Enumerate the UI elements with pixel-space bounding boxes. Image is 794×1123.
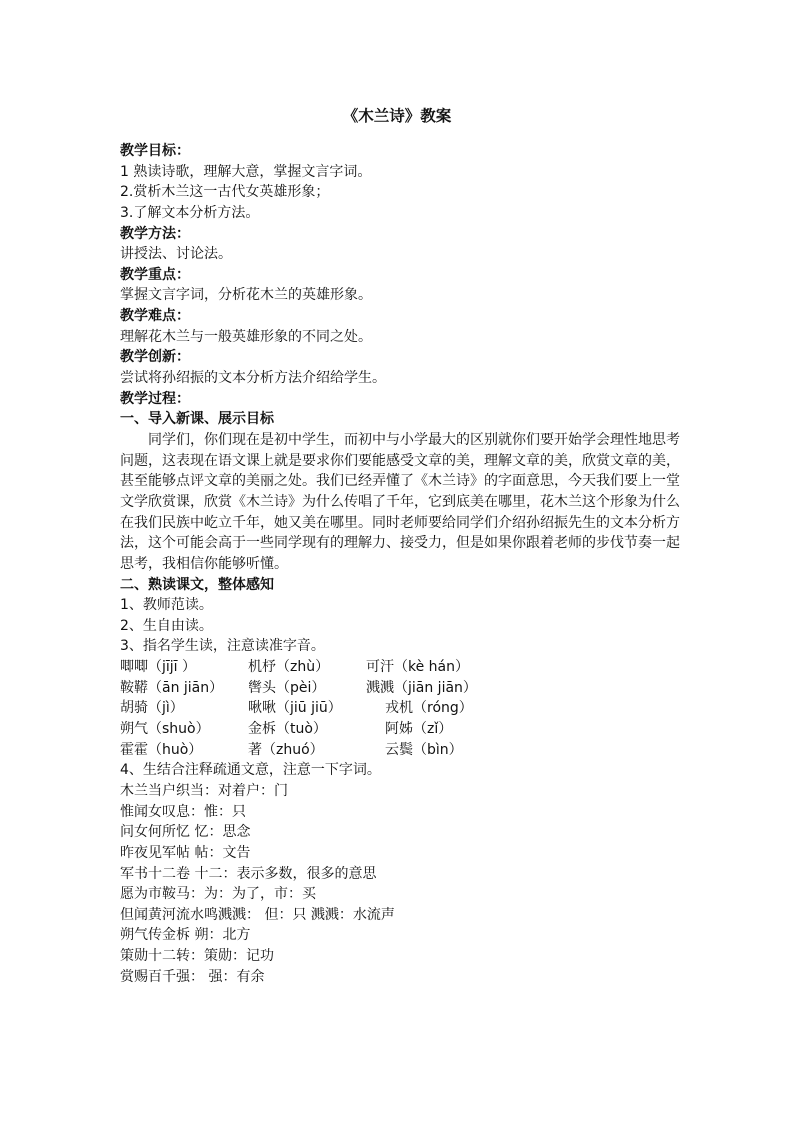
step-item: 1、教师范读。 [120,597,213,614]
pronunciation-row [120,678,680,699]
pronunciation-row [120,740,680,761]
note-line: 问女何所忆 忆：思念 [120,824,251,841]
innovation-text: 尝试将孙绍振的文本分析方法介绍给学生。 [120,370,386,387]
pronunciation-cell: 唧唧（jījī ） [120,659,197,676]
pronunciation-row [120,698,680,719]
vocabulary-notes [120,781,680,987]
pronunciation-cell: 霍霍（huò） [120,741,203,758]
pronunciation-cell: 鞍鞯（ān jiān） [120,679,224,696]
step-item: 3、指名学生读，注意读准字音。 [120,638,325,655]
key-points-text: 掌握文言字词，分析花木兰的英雄形象。 [120,287,372,304]
pronunciation-cell: 啾啾（jiū jiū） [248,700,342,717]
step-item: 4、生结合注释疏通文意，注意一下字词。 [120,762,381,779]
part2-heading: 二、熟读课文，整体感知 [120,576,274,593]
pronunciation-cell: 阿姊（zǐ） [385,721,453,738]
pronunciation-cell: 胡骑（jì） [120,700,184,717]
pronunciation-cell: 著（zhuó） [248,741,324,758]
page-title: 《木兰诗》教案 [342,107,452,125]
pronunciation-row [120,657,680,678]
note-line: 军书十二卷 十二：表示多数，很多的意思 [120,865,377,882]
pronunciation-row [120,719,680,740]
note-line: 木兰当户织当：对着户：门 [120,782,288,799]
innovation-heading: 教学创新： [120,349,190,366]
note-line: 策勋十二转：策勋：记功 [120,948,274,965]
pronunciation-cell: 溅溅（jiān jiān） [366,679,477,696]
pronunciation-cell: 可汗（kè hán） [366,659,469,676]
method-text: 讲授法、讨论法。 [120,246,232,263]
process-heading: 教学过程： [120,390,190,407]
step-item: 2、生自由读。 [120,617,213,634]
difficulty-heading: 教学难点： [120,308,190,325]
difficulty-text: 理解花木兰与一般英雄形象的不同之处。 [120,328,372,345]
note-line: 但闻黄河流水鸣溅溅： 但：只 溅溅：水流声 [120,906,395,923]
pronunciation-cell: 朔气（shuò） [120,721,210,738]
goal-heading: 教学目标： [120,143,190,159]
pronunciation-table [120,657,680,760]
part1-heading: 一、导入新课、展示目标 [120,411,274,428]
note-line: 昨夜见军帖 帖：文告 [120,844,251,861]
note-line: 惟闻女叹息：惟：只 [120,803,246,820]
note-line: 赏赐百千强： 强：有余 [120,968,265,985]
pronunciation-cell: 云鬓（bìn） [385,741,463,758]
goal-item: 2.赏析木兰这一古代女英雄形象； [120,184,330,201]
key-points-heading: 教学重点： [120,266,190,283]
note-line: 朔气传金柝 朔：北方 [120,927,251,944]
goal-item: 3.了解文本分析方法。 [120,204,260,221]
pronunciation-cell: 机杼（zhù） [248,659,330,676]
note-line: 愿为市鞍马：为：为了，市：买 [120,886,316,903]
pronunciation-cell: 辔头（pèi） [248,679,326,696]
goal-item: 1 熟读诗歌，理解大意，掌握文言字词。 [120,163,372,180]
method-heading: 教学方法： [120,225,190,242]
intro-paragraph: 同学们，你们现在是初中学生，而初中与小学最大的区别就你们要开始学会理性地思考问题，这表现在语文课上就是要求你们要能感受文章的美，理解文章的美，欣赏文章的美，甚至能够点评文章的美丽之处。我们已经弄懂了《木兰诗》的字面意思，今天我们要上一堂文学欣赏课，欣赏《木兰诗》为什么传唱了千年，它到底美在哪里，花木兰这个形象为什么在我们民族中屹立千年，她又美在哪里。同时老师要给同学们介绍孙绍振先生的文本分析方法，这个可能会高于一些同学现有的理解力、接受力，但是如果你跟着老师的步伐节奏一起思考，我相信你能够听懂。 [120,431,680,572]
pronunciation-cell: 金柝（tuò） [248,721,327,738]
lesson-plan-body [120,141,680,987]
pronunciation-cell: 戎机（róng） [385,700,473,717]
